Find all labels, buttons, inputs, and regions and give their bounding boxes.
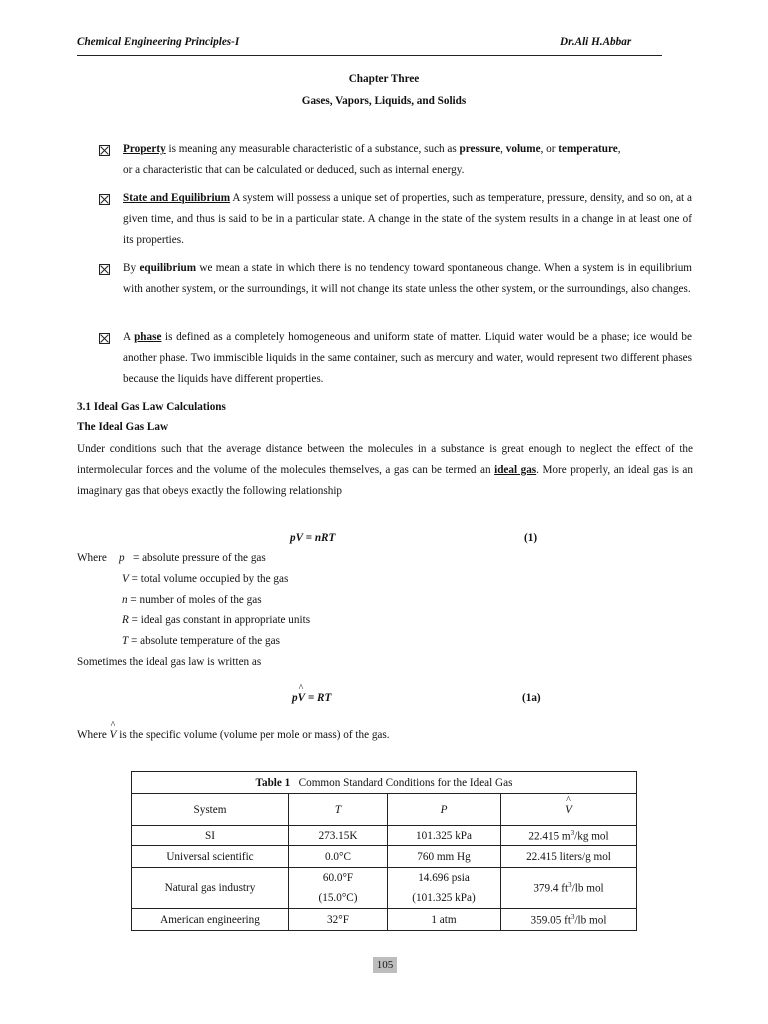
where2-V-hat: ^ V [110,729,117,741]
where-label: Where [77,552,107,564]
ideal-gas-paragraph [77,439,693,502]
property-text2: , [617,143,621,155]
cell-P [388,868,501,909]
checkbox-icon [99,330,110,345]
cell-V-sup: 3 [568,881,572,890]
term-state-equilibrium: State and Equilibrium [123,192,231,204]
eq1a-V-hat: ^ V [298,692,305,704]
def-R [122,614,310,626]
header-rule [77,55,662,56]
def-T-desc: = absolute temperature of the gas [131,635,280,647]
cell-P: 1 atm [388,909,501,931]
cell-T: 0.0°C [289,846,388,868]
chapter-number: Chapter Three [348,73,420,85]
term-equilibrium: equilibrium [139,262,197,274]
bullet-state [123,188,692,251]
where-specific-volume [77,729,390,741]
def-V [122,573,288,585]
bullet-phase [123,327,692,390]
chapter-title: Gases, Vapors, Liquids, and Solids [301,95,467,107]
th-system: System [132,794,289,826]
term-ideal-gas: ideal gas [494,464,537,476]
term-phase: phase [134,331,162,343]
def-V-desc: = total volume occupied by the gas [131,573,289,585]
def-T-sym: T [122,635,129,647]
cell-V [501,909,637,931]
eq1a-p: p [292,692,298,704]
cell-T [289,868,388,909]
header-author: Dr.Ali H.Abbar [560,36,632,48]
ideal-gas-para-end: . More properly, an ideal gas is an imaginary gas that obeys exactly the following relationship [77,464,693,497]
cell-V-unit: /kg mol [574,830,609,843]
standard-conditions-table [131,771,637,931]
cell-system: American engineering [132,909,289,931]
def-p-sym: p [119,552,125,564]
where2-prefix: Where [77,729,110,741]
sometimes-text: Sometimes the ideal gas law is written as [77,656,262,668]
section-subheading: The Ideal Gas Law [77,421,169,433]
cell-V-unit: /lb mol [574,914,607,927]
bullet-property [123,139,692,181]
bullet-equilibrium [123,258,692,300]
table-caption [132,772,637,794]
eq1a-rest: = RT [305,692,332,704]
state-text: A system will possess a unique set of properties, such as temperature, pressure, density, and so on, at a given time, and thus is said to be in a particular state. A change in the state of the system results in a change in at least one of its properties. [123,192,692,246]
th-T-sym: T [334,803,342,816]
cell-V [501,826,637,846]
def-n-desc: = number of moles of the gas [130,594,262,606]
cell-P: 101.325 kPa [388,826,501,846]
phase-text: is defined as a completely homogeneous and uniform state of matter. Liquid water would be a phase; ice would be another phase. Two immiscible liquids in the same container, such as mercury and water, would represent two different phases because the liquids have different properties. [123,331,692,385]
cell-system: Universal scientific [132,846,289,868]
def-n [122,594,262,606]
header-title: Chemical Engineering Principles-I [77,36,240,48]
cell-P-line2: (101.325 kPa) [412,892,476,904]
table-caption-row [132,772,637,794]
cell-system: SI [132,826,289,846]
table-row [132,909,637,931]
phase-prefix: A [123,331,135,343]
table-row [132,826,637,846]
table-header-row [132,794,637,826]
th-P-sym: P [440,803,448,816]
th-T [289,794,388,826]
table-row [132,868,637,909]
cell-V-sup: 3 [570,828,575,837]
cell-V-unit: /lb mol [571,882,604,895]
cell-V-sup: 3 [570,912,575,921]
def-R-desc: = ideal gas constant in appropriate units [131,614,311,626]
cell-P: 760 mm Hg [388,846,501,868]
cell-V [501,868,637,909]
equation-1a-number: (1a) [522,692,541,704]
th-V [501,794,637,826]
equilibrium-text: we mean a state in which there is no tendency toward spontaneous change. When a system is in equilibrium with another system, or the surroundings, it will not change its state unless the other system, or the surroundings, also changes. [123,262,693,295]
def-n-sym: n [122,594,128,606]
property-line2: or a characteristic that can be calculated or deduced, such as internal energy. [123,164,465,176]
cell-T-line1: 60.0°F [322,872,354,884]
term-temperature: temperature [558,143,618,155]
where2-text: is the specific volume (volume per mole or mass) of the gas. [116,729,390,741]
equation-1: pV = nRT [290,532,336,544]
cell-V: 22.415 liters/g mol [501,846,637,868]
ideal-gas-para-start: Under conditions such that the average distance between the molecules in a substance is great enough to neglect the effect of the intermolecular forces and the volume of the molecules themselves, a gas can be termed an [77,443,693,476]
cell-V-value: 22.415 m [528,830,571,843]
def-V-sym: V [122,573,129,585]
def-p [119,552,266,564]
property-text1: is meaning any measurable characteristic of a substance, such as [165,143,460,155]
cell-T-line2: (15.0°C) [318,892,358,904]
checkbox-icon [99,142,110,157]
term-property: Property [123,143,166,155]
cell-V-value: 359.05 ft [530,914,571,927]
term-pressure: pressure [459,143,501,155]
page-number: 105 [373,957,397,973]
checkbox-icon [99,261,110,276]
def-R-sym: R [122,614,129,626]
def-T [122,635,280,647]
cell-system: Natural gas industry [132,868,289,909]
equation-1a [292,692,331,704]
property-or: , or [540,143,559,155]
table-caption-label: Table 1 [255,776,291,789]
def-p-desc: = absolute pressure of the gas [132,552,266,564]
cell-V-value: 379.4 ft [533,882,569,895]
equation-1-number: (1) [524,532,538,544]
table-caption-text: Common Standard Conditions for the Ideal Gas [298,776,513,789]
checkbox-icon [99,191,110,206]
section-heading: 3.1 Ideal Gas Law Calculations [77,401,226,413]
cell-T: 32°F [289,909,388,931]
th-V-hat: ^ V [565,804,572,816]
cell-P-line1: 14.696 psia [418,872,470,884]
th-P [388,794,501,826]
equilibrium-prefix: By [123,262,140,274]
property-comma: , [500,143,506,155]
table-row [132,846,637,868]
cell-T: 273.15K [289,826,388,846]
term-volume: volume [505,143,541,155]
